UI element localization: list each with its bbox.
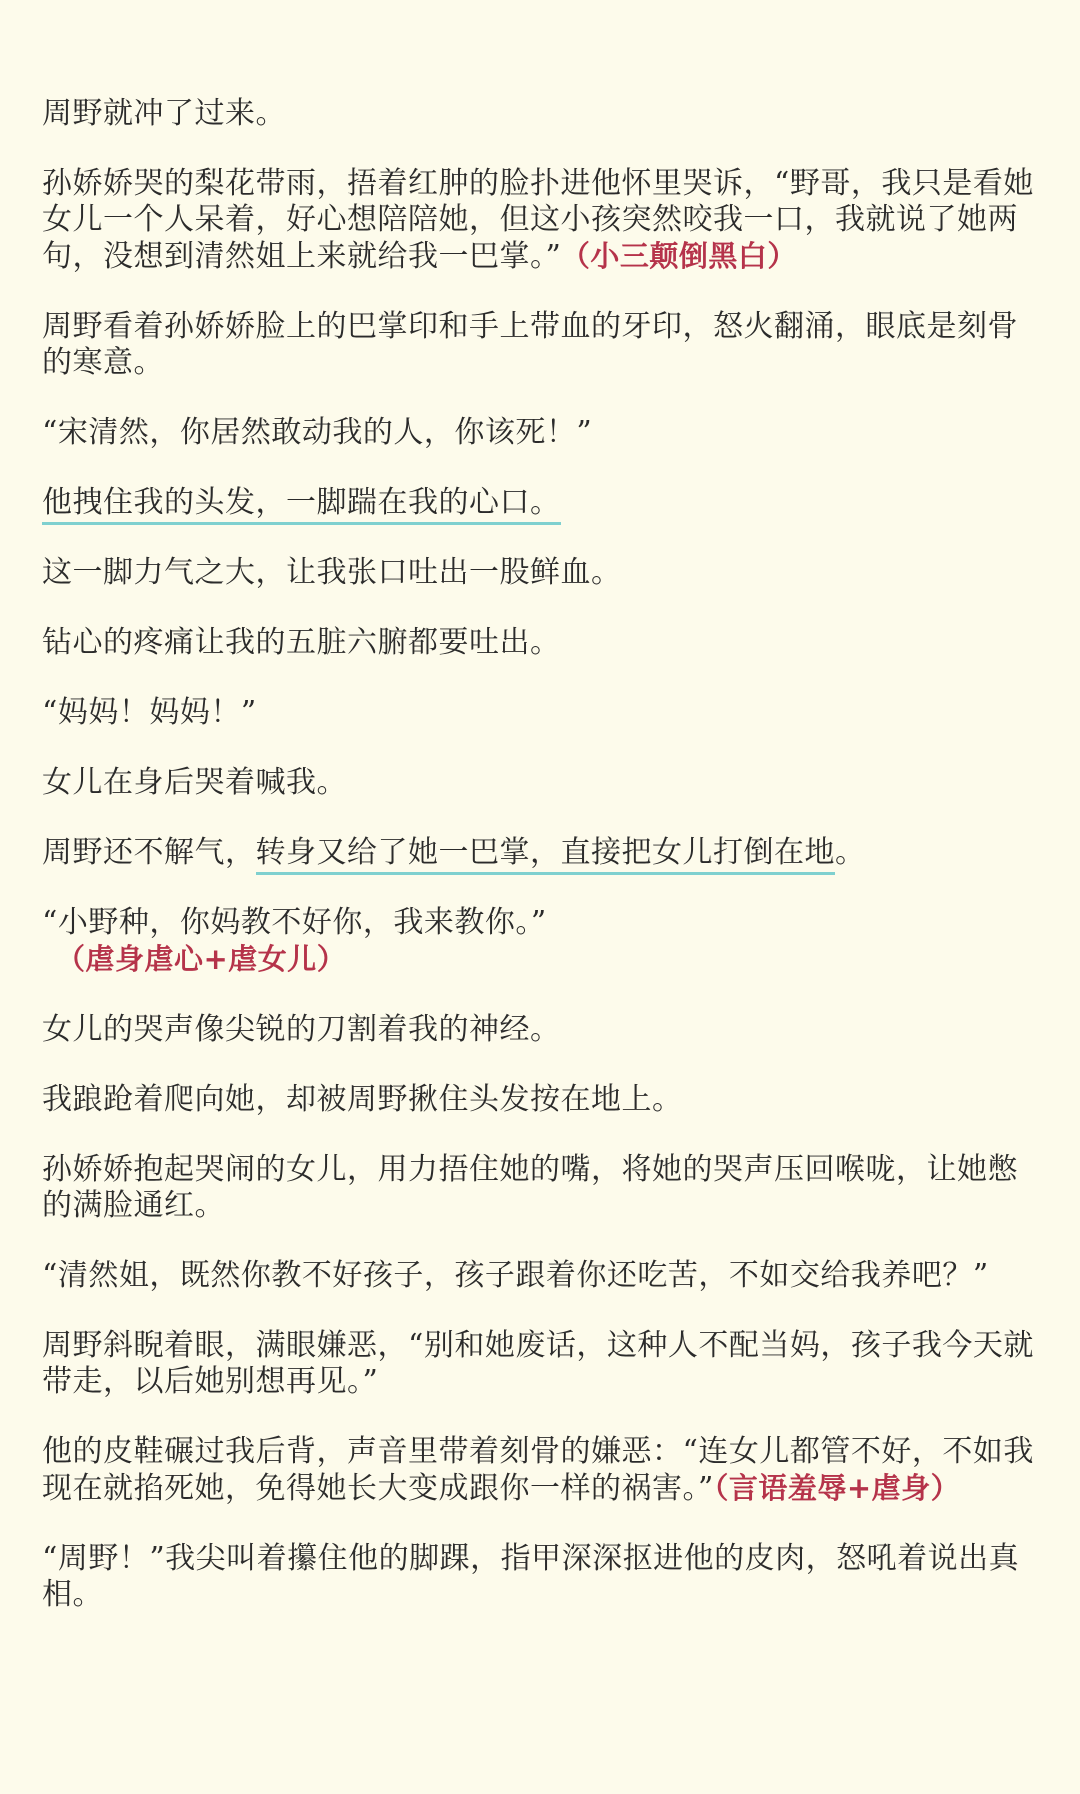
paragraph-text: 孙娇娇哭的梨花带雨，捂着红肿的脸扑进他怀里哭诉，“野哥，我只是看她女儿一个人呆着，好心想陪陪她，但这小孩突然咬我一口，我就说了她两句，没想到清然姐上来就给我一巴掌。” [42, 166, 1034, 274]
paragraph-text: 女儿在身后哭着喊我。 [42, 765, 347, 800]
paragraph-16 [42, 1328, 1044, 1400]
paragraph-9 [42, 765, 1044, 801]
paragraph-text: “妈妈！妈妈！” [42, 695, 257, 730]
highlighted-text: 他拽住我的头发，一脚踹在我的心口。 [42, 485, 561, 525]
paragraph-14 [42, 1152, 1044, 1224]
highlighted-text: 转身又给了她一巴掌，直接把女儿打倒在地 [256, 835, 836, 875]
editor-note: （言语羞辱+虐身） [713, 1471, 961, 1505]
editor-note: （虐身虐心+虐女儿） [56, 942, 347, 976]
paragraph-text: 周野看着孙娇娇脸上的巴掌印和手上带血的牙印，怒火翻涌，眼底是刻骨的寒意。 [42, 309, 1018, 380]
paragraph-7 [42, 625, 1044, 661]
paragraph-text: 这一脚力气之大，让我张口吐出一股鲜血。 [42, 555, 622, 590]
paragraph-12 [42, 1012, 1044, 1048]
paragraph-text: “小野种，你妈教不好你，我来教你。” [42, 905, 547, 940]
paragraph-2 [42, 166, 1044, 275]
paragraph-text: 周野还不解气， [42, 835, 256, 870]
paragraph-text: 周野斜睨着眼，满眼嫌恶，“别和她废话，这种人不配当妈，孩子我今天就带走，以后她别想再见。” [42, 1328, 1034, 1399]
paragraph-text-end: 。 [835, 835, 866, 870]
paragraph-text: 孙娇娇抱起哭闹的女儿，用力捂住她的嘴，将她的哭声压回喉咙，让她憋的满脸通红。 [42, 1152, 1018, 1223]
paragraph-text: “清然姐，既然你教不好孩子，孩子跟着你还吃苦，不如交给我养吧？” [42, 1258, 989, 1293]
paragraph-17 [42, 1434, 1044, 1507]
paragraph-15 [42, 1258, 1044, 1294]
editor-note: （小三颠倒黑白） [575, 239, 797, 273]
paragraph-4 [42, 415, 1044, 451]
paragraph-6 [42, 555, 1044, 591]
paragraph-1 [42, 96, 1044, 132]
paragraph-text: “周野！”我尖叫着攥住他的脚踝，指甲深深抠进他的皮肉，怒吼着说出真相。 [42, 1541, 1020, 1612]
paragraph-text: 周野就冲了过来。 [42, 96, 286, 131]
paragraph-5 [42, 485, 1044, 521]
paragraph-18 [42, 1541, 1044, 1613]
paragraph-text: 钻心的疼痛让我的五脏六腑都要吐出。 [42, 625, 561, 660]
paragraph-text: “宋清然，你居然敢动我的人，你该死！” [42, 415, 593, 450]
paragraph-8 [42, 695, 1044, 731]
paragraph-text: 我踉跄着爬向她，却被周野揪住头发按在地上。 [42, 1082, 683, 1117]
paragraph-text: 女儿的哭声像尖锐的刀割着我的神经。 [42, 1012, 561, 1047]
paragraph-10 [42, 835, 1044, 871]
paragraph-13 [42, 1082, 1044, 1118]
paragraph-11 [42, 905, 1044, 978]
paragraph-3 [42, 309, 1044, 381]
paragraph-text: 他的皮鞋碾过我后背，声音里带着刻骨的嫌恶：“连女儿都管不好，不如我现在就掐死她，免得她长大变成跟你一样的祸害。” [42, 1434, 1034, 1506]
